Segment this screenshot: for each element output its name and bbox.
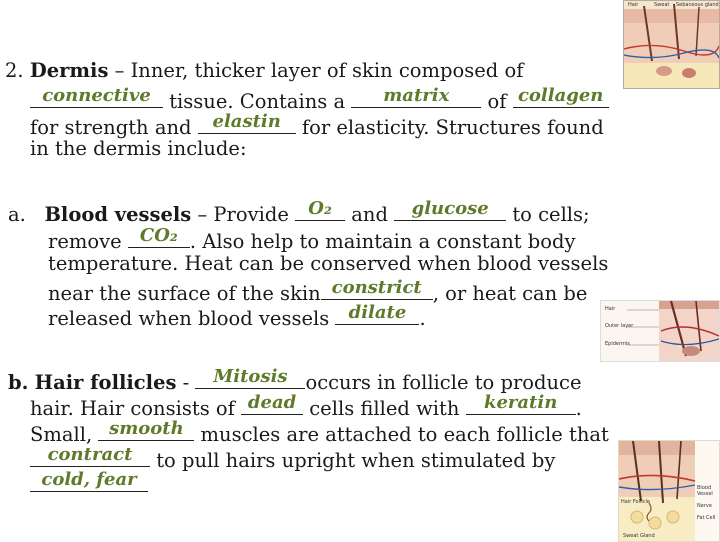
hair-l3-text-b: muscles are attached to each follicle that bbox=[194, 423, 609, 446]
hair-l4-text-b: to pull hairs upright when stimulated by bbox=[150, 449, 556, 472]
answer-glucose: glucose bbox=[411, 198, 489, 219]
blood-l2-text-a: remove bbox=[48, 230, 128, 253]
hair-l2-text-b: cells filled with bbox=[303, 397, 466, 420]
dermis-line-2 bbox=[30, 86, 609, 114]
blood-l1-text-a: – Provide bbox=[191, 203, 296, 226]
answer-connective: connective bbox=[42, 85, 151, 106]
answer-o2: O₂ bbox=[308, 198, 332, 219]
answer-dilate: dilate bbox=[348, 302, 407, 323]
answer-cold-fear: cold, fear bbox=[41, 469, 137, 490]
answer-contract: contract bbox=[47, 444, 133, 465]
fig2-label-1: Outer layer bbox=[605, 323, 634, 329]
hair-letter: b. bbox=[8, 371, 29, 394]
hair-follicle-image bbox=[601, 301, 719, 361]
blank-cold-fear bbox=[30, 470, 148, 492]
hair-term: Hair follicles bbox=[34, 371, 177, 394]
fig1-label-0: Hair bbox=[628, 2, 639, 8]
answer-matrix: matrix bbox=[383, 85, 450, 106]
blood-letter: a. bbox=[8, 203, 26, 226]
hair-l2-text-a: hair. Hair consists of bbox=[30, 397, 242, 420]
blood-line-3 bbox=[48, 252, 608, 276]
dermis-line4-text: in the dermis include: bbox=[30, 137, 247, 160]
blank-mitosis bbox=[195, 367, 305, 389]
fig1-label-2: Sebaceous gland bbox=[676, 2, 719, 8]
answer-mitosis: Mitosis bbox=[213, 366, 288, 387]
blank-dilate bbox=[335, 303, 419, 325]
blank-dead bbox=[241, 393, 303, 415]
blank-contract bbox=[30, 445, 150, 467]
fig1-label-1: Sweat bbox=[654, 2, 670, 8]
blank-smooth bbox=[98, 419, 194, 441]
fig3-label-4: Sweat Gland bbox=[623, 533, 655, 539]
hair-l2-text-c: . bbox=[575, 397, 582, 420]
blood-line-2 bbox=[48, 226, 576, 254]
answer-smooth: smooth bbox=[109, 418, 184, 439]
blood-term: Blood vessels bbox=[44, 203, 192, 226]
dermis-line-1 bbox=[5, 59, 523, 83]
answer-elastin: elastin bbox=[212, 111, 281, 132]
dermis-line3-text-a: for strength and bbox=[30, 116, 198, 139]
skin-diagram-top bbox=[623, 0, 720, 89]
dermis-line3-text-b: for elasticity. Structures found bbox=[295, 116, 604, 139]
hair-line-5 bbox=[30, 470, 148, 498]
fig3-label-0: Blood Vessel bbox=[697, 485, 713, 497]
blank-elastin bbox=[198, 112, 296, 134]
blood-l2-text-b: . Also help to maintain a constant body bbox=[189, 230, 576, 253]
blood-l4-text-a: near the surface of the skin bbox=[48, 282, 321, 305]
answer-co2: CO₂ bbox=[139, 225, 178, 246]
blood-line-4 bbox=[48, 278, 587, 306]
blank-collagen bbox=[513, 86, 609, 108]
blank-constrict bbox=[321, 278, 433, 300]
blood-l4-text-b: , or heat can be bbox=[432, 282, 588, 305]
blood-line-1 bbox=[8, 199, 590, 227]
blank-glucose bbox=[394, 199, 506, 221]
skin-diagram-middle bbox=[600, 300, 720, 362]
blood-l5-text-b: . bbox=[419, 307, 426, 330]
dermis-line-3 bbox=[30, 112, 604, 140]
hair-l1-text-a: - bbox=[176, 371, 196, 394]
dermis-line-4 bbox=[30, 137, 247, 161]
dermis-line1-text: – Inner, thicker layer of skin composed of bbox=[108, 59, 524, 82]
blood-l1-text-b: and bbox=[345, 203, 395, 226]
hair-line-1 bbox=[8, 367, 582, 395]
blood-line-5 bbox=[48, 303, 426, 331]
hair-l3-text-a: Small, bbox=[30, 423, 99, 446]
blood-l3-text: temperature. Heat can be conserved when blood vessels bbox=[48, 252, 609, 275]
blood-l5-text-a: released when blood vessels bbox=[48, 307, 336, 330]
answer-dead: dead bbox=[247, 392, 297, 413]
blank-connective bbox=[30, 86, 163, 108]
hair-line-2 bbox=[30, 393, 582, 421]
fig2-label-2: Epidermis bbox=[605, 341, 630, 347]
hair-l1-text-b: occurs in follicle to produce bbox=[305, 371, 582, 394]
blank-o2 bbox=[295, 199, 345, 221]
dermis-line2-text-a: tissue. Contains a bbox=[163, 90, 352, 113]
blank-matrix bbox=[351, 86, 481, 108]
blank-keratin bbox=[466, 393, 576, 415]
dermis-term: Dermis bbox=[29, 59, 109, 82]
answer-keratin: keratin bbox=[483, 392, 558, 413]
blood-l1-text-c: to cells; bbox=[506, 203, 590, 226]
dermis-line2-text-b: of bbox=[481, 90, 513, 113]
fig3-label-1: Nerve bbox=[697, 503, 712, 509]
hair-line-3 bbox=[30, 419, 609, 447]
answer-constrict: constrict bbox=[331, 277, 422, 298]
fig3-label-3: Hair Follicle bbox=[621, 499, 650, 505]
fig3-label-2: Fat Cell bbox=[697, 515, 716, 521]
skin-diagram-bottom bbox=[618, 440, 720, 542]
dermis-number: 2. bbox=[5, 59, 24, 82]
answer-collagen: collagen bbox=[517, 85, 604, 106]
blank-co2 bbox=[128, 226, 190, 248]
fig2-label-0: Hair bbox=[605, 306, 616, 312]
skin-cross-section-image bbox=[624, 1, 719, 88]
